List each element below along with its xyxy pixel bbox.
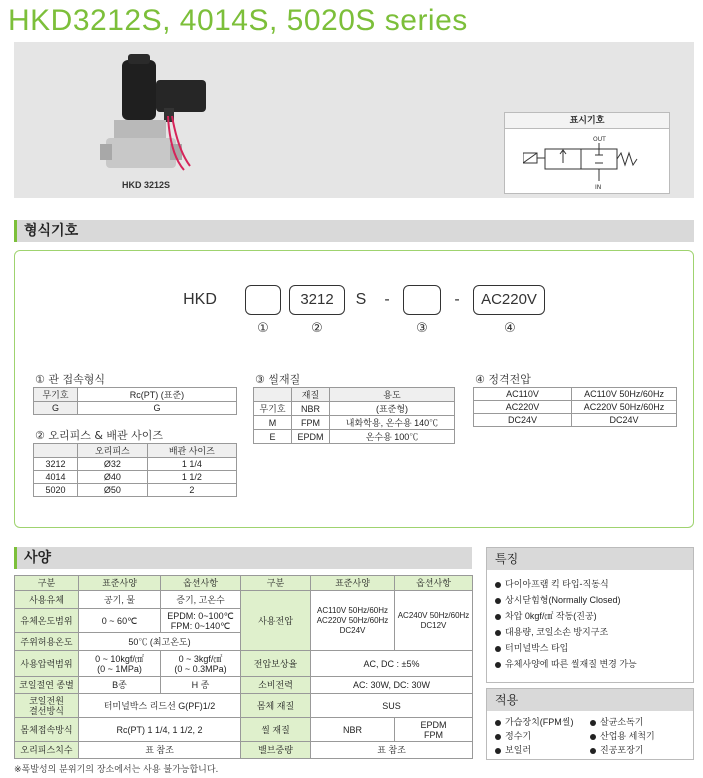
product-hero bbox=[14, 42, 694, 198]
solenoid-valve-image bbox=[100, 54, 230, 184]
symbol-box bbox=[504, 112, 670, 194]
model-section-heading: 형식기호 bbox=[14, 220, 694, 242]
application-item: 살균소독기 bbox=[590, 715, 685, 729]
code-dash: - bbox=[384, 291, 390, 308]
code-number: ④ bbox=[504, 321, 516, 336]
orifice-table: 오리피스 배관 사이즈 3212 Ø32 1 1/4 4014 Ø40 1 1/2 5020 Ø50 2 bbox=[33, 443, 237, 497]
applications-panel bbox=[486, 688, 694, 760]
safety-note: ※폭발성의 분위기의 장소에서는 사용 불가능합니다. bbox=[14, 765, 219, 775]
bullet-icon bbox=[495, 630, 501, 636]
valve-symbol-icon bbox=[523, 133, 653, 193]
bullet-icon bbox=[495, 646, 501, 652]
symbol-title: 표시기호 bbox=[505, 113, 669, 129]
code-prefix: HKD bbox=[183, 291, 217, 308]
applications-heading: 적용 bbox=[487, 689, 693, 711]
code-slot-seal bbox=[403, 285, 441, 315]
orifice-title: ② 오리피스 & 배관 사이즈 bbox=[35, 429, 164, 442]
code-dash: - bbox=[454, 291, 460, 308]
seal-title: ③ 씰재질 bbox=[255, 373, 301, 386]
connection-title: ① 관 접속형식 bbox=[35, 373, 105, 386]
application-item: 산업용 세척기 bbox=[590, 729, 685, 743]
application-item: 보일러 bbox=[495, 743, 590, 757]
code-slot-connection bbox=[245, 285, 281, 315]
connection-table: 무기호 Rc(PT) (표준) G G bbox=[33, 387, 237, 415]
code-slot-orifice: 3212 bbox=[289, 285, 345, 315]
feature-item: 대용량, 코일소손 방지구조 bbox=[495, 624, 685, 640]
model-code bbox=[15, 285, 693, 315]
features-panel bbox=[486, 547, 694, 683]
bullet-icon bbox=[495, 748, 501, 754]
bullet-icon bbox=[495, 720, 501, 726]
application-item: 가습장치(FPM씰) bbox=[495, 715, 590, 729]
bullet-icon bbox=[495, 614, 501, 620]
feature-item: 터미널박스 타입 bbox=[495, 640, 685, 656]
application-item: 진공포장기 bbox=[590, 743, 685, 757]
voltage-table: AC110V AC110V 50Hz/60Hz AC220V AC220V 50Hz/60Hz DC24V DC24V bbox=[473, 387, 677, 427]
feature-item: 다이아프램 킥 타입-직동식 bbox=[495, 576, 685, 592]
bullet-icon bbox=[495, 582, 501, 588]
spec-section-heading: 사양 bbox=[14, 547, 472, 569]
bullet-icon bbox=[590, 748, 596, 754]
features-list bbox=[487, 570, 693, 678]
feature-item: 상시닫힘형(Normally Closed) bbox=[495, 592, 685, 608]
feature-item: 유체사양에 따른 씰재질 변경 가능 bbox=[495, 656, 685, 672]
code-s: S bbox=[355, 291, 367, 308]
voltage-title: ④ 정격전압 bbox=[475, 373, 531, 386]
code-number: ① bbox=[257, 321, 269, 336]
bullet-icon bbox=[495, 598, 501, 604]
product-caption: HKD 3212S bbox=[122, 180, 171, 190]
applications-list bbox=[487, 711, 693, 761]
spec-table: 구분 표준사양 옵션사항 구분 표준사양 옵션사항 사용유체 공기, 물 증기, 고온수 사용전압 AC110V 50Hz/60Hz AC220V 50Hz/60Hz DC24V AC240V 50Hz/60Hz DC12V 유체온도범위 0 ~ 60℃ EPDM: 0~100℃ FPM: 0~140℃ 주위허용온도 50℃ (최고온도) 사용압력범위 0 ~ 10kgf/㎠ (0 ~ 1MPa) 0 ~ 3kgf/㎠ (0 ~ 0.3MPa) 전압보상율 AC, DC : ±5% 코일절연 종별 B종 H 종 소비전력 AC: 30W, DC: 30W 코일전원 결선방식 터미널박스 리드선 G(PF)1/2 몸체 재질 SUS 몸체접속방식 Rc(PT) 1 1/4, 1 1/2, 2 씰 재질 NBR EPDM FPM 오리피스치수 표 참조 밸브중량 표 참조 bbox=[14, 575, 473, 759]
symbol-out-label: OUT bbox=[593, 136, 606, 143]
features-heading: 특징 bbox=[487, 548, 693, 570]
symbol-in-label: IN bbox=[595, 184, 602, 191]
code-number: ③ bbox=[416, 321, 428, 336]
feature-item: 차압 0kgf/㎠ 작동(진공) bbox=[495, 608, 685, 624]
bullet-icon bbox=[590, 734, 596, 740]
bullet-icon bbox=[495, 734, 501, 740]
code-slot-voltage: AC220V bbox=[473, 285, 545, 315]
bullet-icon bbox=[495, 662, 501, 668]
page-title: HKD3212S, 4014S, 5020S series bbox=[8, 4, 468, 37]
code-number: ② bbox=[311, 321, 323, 336]
seal-table: 재질 용도 무기호 NBR (표준형) M FPM 내화학용, 온수용 140℃ E EPDM 온수용 100℃ bbox=[253, 387, 455, 444]
model-code-panel bbox=[14, 250, 694, 528]
application-item: 정수기 bbox=[495, 729, 590, 743]
bullet-icon bbox=[590, 720, 596, 726]
